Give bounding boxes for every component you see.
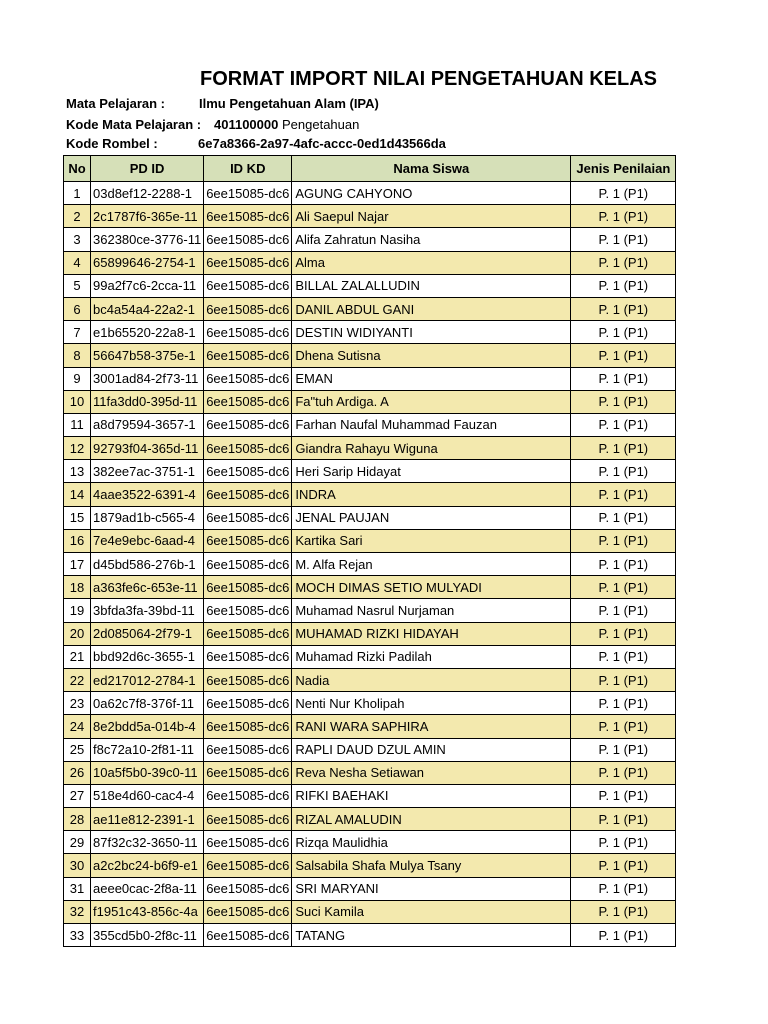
cell-no: 14 [64, 483, 91, 506]
cell-nama-siswa: DANIL ABDUL GANI [292, 297, 571, 320]
cell-no: 22 [64, 668, 91, 691]
cell-jenis-penilaian: P. 1 (P1) [571, 784, 676, 807]
cell-id-kd: 6ee15085-dc6 [204, 622, 292, 645]
cell-jenis-penilaian: P. 1 (P1) [571, 205, 676, 228]
cell-jenis-penilaian: P. 1 (P1) [571, 182, 676, 205]
cell-jenis-penilaian: P. 1 (P1) [571, 900, 676, 923]
rombel-row [66, 136, 446, 151]
cell-jenis-penilaian: P. 1 (P1) [571, 506, 676, 529]
cell-id-kd: 6ee15085-dc6 [204, 205, 292, 228]
cell-no: 7 [64, 321, 91, 344]
cell-no: 10 [64, 390, 91, 413]
cell-id-kd: 6ee15085-dc6 [204, 715, 292, 738]
table-row [64, 506, 676, 529]
cell-nama-siswa: Muhamad Rizki Padilah [292, 645, 571, 668]
cell-id-kd: 6ee15085-dc6 [204, 808, 292, 831]
cell-id-kd: 6ee15085-dc6 [204, 321, 292, 344]
cell-pd-id: 87f32c32-3650-11 [91, 831, 204, 854]
cell-pd-id: 362380ce-3776-11 [91, 228, 204, 251]
cell-pd-id: 518e4d60-cac4-4 [91, 784, 204, 807]
cell-pd-id: 3001ad84-2f73-11 [91, 367, 204, 390]
cell-jenis-penilaian: P. 1 (P1) [571, 668, 676, 691]
cell-nama-siswa: Salsabila Shafa Mulya Tsany [292, 854, 571, 877]
cell-jenis-penilaian: P. 1 (P1) [571, 599, 676, 622]
cell-pd-id: 56647b58-375e-1 [91, 344, 204, 367]
cell-pd-id: 7e4e9ebc-6aad-4 [91, 529, 204, 552]
cell-no: 30 [64, 854, 91, 877]
cell-no: 20 [64, 622, 91, 645]
cell-no: 2 [64, 205, 91, 228]
cell-id-kd: 6ee15085-dc6 [204, 576, 292, 599]
table-row [64, 413, 676, 436]
table-row [64, 483, 676, 506]
header-pd-id: PD ID [91, 156, 204, 182]
table-header-row [64, 156, 676, 182]
table-row [64, 831, 676, 854]
table-row [64, 437, 676, 460]
cell-nama-siswa: Suci Kamila [292, 900, 571, 923]
cell-id-kd: 6ee15085-dc6 [204, 553, 292, 576]
table-row [64, 622, 676, 645]
cell-pd-id: ae11e812-2391-1 [91, 808, 204, 831]
table-row [64, 784, 676, 807]
table-row [64, 553, 676, 576]
cell-id-kd: 6ee15085-dc6 [204, 924, 292, 947]
table-row [64, 251, 676, 274]
cell-no: 29 [64, 831, 91, 854]
cell-id-kd: 6ee15085-dc6 [204, 182, 292, 205]
table-row [64, 321, 676, 344]
cell-nama-siswa: INDRA [292, 483, 571, 506]
cell-jenis-penilaian: P. 1 (P1) [571, 738, 676, 761]
kode-mapel-label: Kode Mata Pelajaran : [66, 117, 202, 132]
cell-jenis-penilaian: P. 1 (P1) [571, 437, 676, 460]
cell-id-kd: 6ee15085-dc6 [204, 854, 292, 877]
cell-pd-id: a2c2bc24-b6f9-e1 [91, 854, 204, 877]
cell-no: 8 [64, 344, 91, 367]
header-nama-siswa: Nama Siswa [292, 156, 571, 182]
cell-nama-siswa: Alifa Zahratun Nasiha [292, 228, 571, 251]
cell-nama-siswa: Farhan Naufal Muhammad Fauzan [292, 413, 571, 436]
cell-nama-siswa: JENAL PAUJAN [292, 506, 571, 529]
cell-jenis-penilaian: P. 1 (P1) [571, 483, 676, 506]
cell-no: 9 [64, 367, 91, 390]
cell-jenis-penilaian: P. 1 (P1) [571, 274, 676, 297]
cell-no: 26 [64, 761, 91, 784]
cell-nama-siswa: Giandra Rahayu Wiguna [292, 437, 571, 460]
kode-mapel-value: 401100000 [214, 117, 279, 132]
cell-nama-siswa: Rizqa Maulidhia [292, 831, 571, 854]
cell-no: 24 [64, 715, 91, 738]
cell-nama-siswa: MUHAMAD RIZKI HIDAYAH [292, 622, 571, 645]
cell-no: 28 [64, 808, 91, 831]
cell-jenis-penilaian: P. 1 (P1) [571, 622, 676, 645]
cell-nama-siswa: BILLAL ZALALLUDIN [292, 274, 571, 297]
cell-jenis-penilaian: P. 1 (P1) [571, 761, 676, 784]
mapel-value: Ilmu Pengetahuan Alam (IPA) [199, 96, 379, 111]
cell-id-kd: 6ee15085-dc6 [204, 460, 292, 483]
cell-nama-siswa: Nadia [292, 668, 571, 691]
cell-pd-id: 0a62c7f8-376f-11 [91, 692, 204, 715]
cell-no: 23 [64, 692, 91, 715]
table-row [64, 390, 676, 413]
cell-id-kd: 6ee15085-dc6 [204, 645, 292, 668]
cell-id-kd: 6ee15085-dc6 [204, 784, 292, 807]
cell-jenis-penilaian: P. 1 (P1) [571, 854, 676, 877]
cell-jenis-penilaian: P. 1 (P1) [571, 529, 676, 552]
grade-table [63, 155, 676, 947]
cell-id-kd: 6ee15085-dc6 [204, 274, 292, 297]
cell-nama-siswa: TATANG [292, 924, 571, 947]
cell-jenis-penilaian: P. 1 (P1) [571, 576, 676, 599]
cell-id-kd: 6ee15085-dc6 [204, 437, 292, 460]
cell-jenis-penilaian: P. 1 (P1) [571, 924, 676, 947]
cell-nama-siswa: AGUNG CAHYONO [292, 182, 571, 205]
table-row [64, 854, 676, 877]
cell-jenis-penilaian: P. 1 (P1) [571, 808, 676, 831]
cell-pd-id: bc4a54a4-22a2-1 [91, 297, 204, 320]
cell-pd-id: 3bfda3fa-39bd-11 [91, 599, 204, 622]
cell-no: 18 [64, 576, 91, 599]
cell-no: 12 [64, 437, 91, 460]
cell-id-kd: 6ee15085-dc6 [204, 900, 292, 923]
cell-pd-id: f8c72a10-2f81-11 [91, 738, 204, 761]
cell-no: 25 [64, 738, 91, 761]
cell-pd-id: f1951c43-856c-4a [91, 900, 204, 923]
cell-no: 3 [64, 228, 91, 251]
cell-jenis-penilaian: P. 1 (P1) [571, 413, 676, 436]
cell-id-kd: 6ee15085-dc6 [204, 831, 292, 854]
cell-id-kd: 6ee15085-dc6 [204, 738, 292, 761]
cell-nama-siswa: Ali Saepul Najar [292, 205, 571, 228]
rombel-label: Kode Rombel : [66, 136, 158, 151]
cell-jenis-penilaian: P. 1 (P1) [571, 831, 676, 854]
cell-no: 19 [64, 599, 91, 622]
table-row [64, 715, 676, 738]
table-row [64, 877, 676, 900]
table-row [64, 645, 676, 668]
cell-pd-id: 355cd5b0-2f8c-11 [91, 924, 204, 947]
cell-jenis-penilaian: P. 1 (P1) [571, 553, 676, 576]
cell-pd-id: a363fe6c-653e-11 [91, 576, 204, 599]
cell-nama-siswa: RIFKI BAEHAKI [292, 784, 571, 807]
cell-pd-id: 1879ad1b-c565-4 [91, 506, 204, 529]
cell-no: 5 [64, 274, 91, 297]
table-row [64, 205, 676, 228]
cell-pd-id: 8e2bdd5a-014b-4 [91, 715, 204, 738]
table-row [64, 576, 676, 599]
cell-pd-id: e1b65520-22a8-1 [91, 321, 204, 344]
rombel-value: 6e7a8366-2a97-4afc-accc-0ed1d43566da [198, 136, 446, 151]
cell-no: 31 [64, 877, 91, 900]
cell-jenis-penilaian: P. 1 (P1) [571, 228, 676, 251]
page-title: FORMAT IMPORT NILAI PENGETAHUAN KELAS [200, 68, 658, 90]
cell-nama-siswa: MOCH DIMAS SETIO MULYADI [292, 576, 571, 599]
table-row [64, 692, 676, 715]
cell-jenis-penilaian: P. 1 (P1) [571, 321, 676, 344]
table-row [64, 274, 676, 297]
cell-jenis-penilaian: P. 1 (P1) [571, 877, 676, 900]
cell-pd-id: aeee0cac-2f8a-11 [91, 877, 204, 900]
cell-jenis-penilaian: P. 1 (P1) [571, 251, 676, 274]
cell-nama-siswa: Fa"tuh Ardiga. A [292, 390, 571, 413]
cell-no: 1 [64, 182, 91, 205]
table-row [64, 599, 676, 622]
cell-id-kd: 6ee15085-dc6 [204, 390, 292, 413]
cell-id-kd: 6ee15085-dc6 [204, 506, 292, 529]
mapel-row [66, 96, 379, 111]
cell-nama-siswa: Muhamad Nasrul Nurjaman [292, 599, 571, 622]
cell-nama-siswa: Reva Nesha Setiawan [292, 761, 571, 784]
table-row [64, 297, 676, 320]
cell-id-kd: 6ee15085-dc6 [204, 877, 292, 900]
cell-id-kd: 6ee15085-dc6 [204, 251, 292, 274]
cell-nama-siswa: RANI WARA SAPHIRA [292, 715, 571, 738]
cell-nama-siswa: Dhena Sutisna [292, 344, 571, 367]
header-id-kd: ID KD [204, 156, 292, 182]
cell-no: 16 [64, 529, 91, 552]
cell-pd-id: 65899646-2754-1 [91, 251, 204, 274]
cell-id-kd: 6ee15085-dc6 [204, 367, 292, 390]
table-row [64, 668, 676, 691]
cell-nama-siswa: Heri Sarip Hidayat [292, 460, 571, 483]
cell-pd-id: 382ee7ac-3751-1 [91, 460, 204, 483]
cell-nama-siswa: SRI MARYANI [292, 877, 571, 900]
cell-id-kd: 6ee15085-dc6 [204, 483, 292, 506]
cell-no: 11 [64, 413, 91, 436]
table-row [64, 924, 676, 947]
header-no: No [64, 156, 91, 182]
table-row [64, 900, 676, 923]
header-jenis-penilaian: Jenis Penilaian [571, 156, 676, 182]
cell-no: 4 [64, 251, 91, 274]
cell-jenis-penilaian: P. 1 (P1) [571, 390, 676, 413]
cell-no: 32 [64, 900, 91, 923]
cell-nama-siswa: RAPLI DAUD DZUL AMIN [292, 738, 571, 761]
cell-no: 13 [64, 460, 91, 483]
cell-jenis-penilaian: P. 1 (P1) [571, 344, 676, 367]
kode-mapel-row [66, 117, 360, 132]
cell-nama-siswa: Kartika Sari [292, 529, 571, 552]
table-row [64, 808, 676, 831]
table-body [64, 182, 676, 947]
cell-pd-id: 92793f04-365d-11 [91, 437, 204, 460]
cell-no: 6 [64, 297, 91, 320]
cell-id-kd: 6ee15085-dc6 [204, 228, 292, 251]
cell-pd-id: ed217012-2784-1 [91, 668, 204, 691]
cell-id-kd: 6ee15085-dc6 [204, 529, 292, 552]
kode-mapel-extra: Pengetahuan [282, 117, 360, 132]
cell-id-kd: 6ee15085-dc6 [204, 344, 292, 367]
cell-pd-id: 11fa3dd0-395d-11 [91, 390, 204, 413]
cell-jenis-penilaian: P. 1 (P1) [571, 367, 676, 390]
table-row [64, 761, 676, 784]
cell-no: 15 [64, 506, 91, 529]
cell-no: 21 [64, 645, 91, 668]
cell-jenis-penilaian: P. 1 (P1) [571, 645, 676, 668]
cell-nama-siswa: M. Alfa Rejan [292, 553, 571, 576]
cell-nama-siswa: EMAN [292, 367, 571, 390]
cell-id-kd: 6ee15085-dc6 [204, 692, 292, 715]
cell-nama-siswa: RIZAL AMALUDIN [292, 808, 571, 831]
table-row [64, 529, 676, 552]
cell-jenis-penilaian: P. 1 (P1) [571, 297, 676, 320]
cell-pd-id: 2c1787f6-365e-11 [91, 205, 204, 228]
mapel-label: Mata Pelajaran : [66, 96, 165, 111]
cell-id-kd: 6ee15085-dc6 [204, 668, 292, 691]
cell-pd-id: 03d8ef12-2288-1 [91, 182, 204, 205]
cell-pd-id: a8d79594-3657-1 [91, 413, 204, 436]
cell-no: 33 [64, 924, 91, 947]
cell-pd-id: d45bd586-276b-1 [91, 553, 204, 576]
cell-nama-siswa: Nenti Nur Kholipah [292, 692, 571, 715]
table-row [64, 738, 676, 761]
cell-no: 17 [64, 553, 91, 576]
table-row [64, 228, 676, 251]
cell-pd-id: 4aae3522-6391-4 [91, 483, 204, 506]
cell-jenis-penilaian: P. 1 (P1) [571, 692, 676, 715]
cell-pd-id: bbd92d6c-3655-1 [91, 645, 204, 668]
cell-nama-siswa: DESTIN WIDIYANTI [292, 321, 571, 344]
cell-pd-id: 2d085064-2f79-1 [91, 622, 204, 645]
table-row [64, 460, 676, 483]
cell-jenis-penilaian: P. 1 (P1) [571, 460, 676, 483]
cell-jenis-penilaian: P. 1 (P1) [571, 715, 676, 738]
cell-id-kd: 6ee15085-dc6 [204, 599, 292, 622]
cell-id-kd: 6ee15085-dc6 [204, 297, 292, 320]
cell-nama-siswa: Alma [292, 251, 571, 274]
cell-id-kd: 6ee15085-dc6 [204, 413, 292, 436]
cell-pd-id: 99a2f7c6-2cca-11 [91, 274, 204, 297]
table-row [64, 344, 676, 367]
cell-pd-id: 10a5f5b0-39c0-11 [91, 761, 204, 784]
table-row [64, 182, 676, 205]
table-row [64, 367, 676, 390]
cell-id-kd: 6ee15085-dc6 [204, 761, 292, 784]
cell-no: 27 [64, 784, 91, 807]
